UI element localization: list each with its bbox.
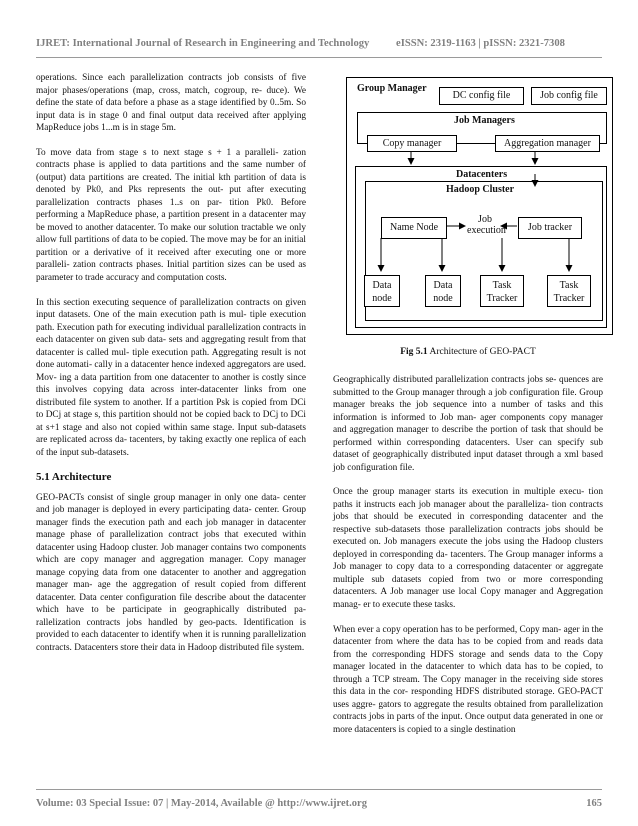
task-tracker-box: Task Tracker <box>547 275 591 307</box>
journal-link[interactable]: http://www.ijret.org <box>277 798 367 809</box>
architecture-figure <box>346 77 613 335</box>
volume-info: Volume: 03 Special Issue: 07 | May-2014, Available @ <box>36 798 278 809</box>
data-node-box: Data node <box>425 275 461 307</box>
figure-caption <box>333 347 603 357</box>
page-number: 165 <box>586 798 602 809</box>
left-column <box>36 72 306 667</box>
right-column <box>333 374 603 748</box>
paragraph: GEO-PACTs consist of single group manager in only one data- center and job manager is deployed in every participating data- center. Group manager finds the execution path and each job manager in datacenter manage phase of parallelization contract jobs that executed within datacenter using Hadoop cluster. Job manager contains two components which are copy manager and aggregation manager. Copy manager manage copying data from one datacenter to another and aggregation manager man- age the aggregation of result copied from different datacenter. Data center configuration file describe about the datacenter which have to be participate in geographically distributed pa- rallelization contracts jobs handled by geo-pacts. Identification is provided to each datacenter to identify when it is running parallelization contracts. Datacenters store their data in Hadoop distributed file system. <box>36 492 306 653</box>
header-rule <box>36 57 602 58</box>
paragraph: operations. Since each parallelization contracts job consists of five major phases/operations (map, cross, match, cogroup, re- duce). We define the state of data before a phase as a stage identified by 0..5m. So input data is in stage 0 and final output data received after applying MapReduce jobs 1...m is in stage 5m. <box>36 73 306 133</box>
running-footer <box>36 798 602 809</box>
dc-config-file-box: DC config file <box>439 87 524 105</box>
job-config-file-box: Job config file <box>531 87 607 105</box>
caption-label: Fig 5.1 <box>400 347 428 357</box>
paragraph: To move data from stage s to next stage s + 1 a paralleli- zation contracts phase is applied to data partitions and the same number of (output) data partitions are created. The initial kth partition of data is denoted by Pk0, and Pks represents the out- put after executing parallelization contracts phases 1..s on par- tition Pk0. Before performing a MapReduce phase, a partition present in a datacenter may be moved to another datacenter. To make our solution tractable we only allow full partitions of data to be copied. The move may be for an initial partition or a derivative of it received after executing one or more paralleli- zation contracts phases. Initial partition sizes can be used as parameter to trade accuracy and computation costs. <box>36 147 306 283</box>
footer-rule <box>36 789 602 790</box>
data-node-box: Data node <box>364 275 400 307</box>
paragraph: Geographically distributed parallelization contracts jobs se- quences are submitted to the Group manager through a job configuration file. Group manager breaks the job sequence into a number of tasks and this information is informed to Job man- ager components copy manager and aggregation manager to describe the portion of task that should be performed within corresponding datacenters. User can specify sub dataset of geographically distributed input dataset through a xml based job configuration file. <box>333 375 603 473</box>
caption-text: Architecture of GEO-PACT <box>427 347 536 357</box>
task-tracker-box: Task Tracker <box>480 275 524 307</box>
job-execution-label: Job execution <box>467 214 506 236</box>
hadoop-cluster-label: Hadoop Cluster <box>446 184 515 195</box>
job-tracker-box: Job tracker <box>518 217 582 239</box>
journal-title: IJRET: International Journal of Research in Engineering and Technology <box>36 38 370 49</box>
datacenters-label: Datacenters <box>456 169 508 180</box>
copy-manager-box: Copy manager <box>367 135 457 152</box>
section-heading: 5.1 Architecture <box>36 471 112 484</box>
group-manager-label: Group Manager <box>357 83 427 94</box>
paragraph: When ever a copy operation has to be performed, Copy man- ager in the datacenter from where the data has to be copied from and reads data from the corresponding HDFS storage and sends data to the Copy manager located in the datacenter to which data has to be copied, to through a TCP stream. The Copy manager in the receiving side stores this data in the cor- responding HDFS distributed storage. GEO-PACT uses aggre- gators to aggregate the results obtained from parallelization contracts jobs in parts of the input. Once output data generated in one or more datacenters is copied to a single destination <box>333 624 603 735</box>
aggregation-manager-box: Aggregation manager <box>495 135 600 152</box>
job-managers-label: Job Managers <box>454 115 515 126</box>
paragraph: In this section executing sequence of parallelization contracts on given input datasets. One of the main execution path is mul- tiple execution path. Execution path for executing individual parallelization contracts in each datacenter on given sub data- sets and aggregating result from that datacenter is called mul- tiple execution path. Aggregating result is not done automati- cally in a datacenter hence indexed aggregators are used. Mov- ing a data partition from one datacenter to another is costly since this involves copying data across inter-datacenter links from one distributed file system to another. If a partition Psk is copied from DCi to DCj at stage s, this partition should not be copied back to DCj to DCi at s+1 stage and also not copied within same stage. Input sub-datasets are replicated across da- tacenters, by taking exactly one replica of each of the input sub-datasets. <box>36 297 306 458</box>
issn: eISSN: 2319-1163 | pISSN: 2321-7308 <box>396 38 565 49</box>
name-node-box: Name Node <box>381 217 447 239</box>
paragraph: Once the group manager starts its execution in multiple execu- tion paths it instructs each job manager about the paralleliza- tion contracts jobs that should be executed in corresponding datacenter and the respective sub-datasets those parallelization contracts jobs should be executed on. Job managers execute the jobs using the Hadoop clusters deployed in corresponding da- tacenters. The Group manager informs a Job manager to copy data to a corresponding datacenter or aggregate multiple sub datasets copied from two or more corresponding datacenters. A Job manager use local Copy manager and Aggregation manag- er to execute these tasks. <box>333 487 603 610</box>
running-header <box>36 38 602 49</box>
